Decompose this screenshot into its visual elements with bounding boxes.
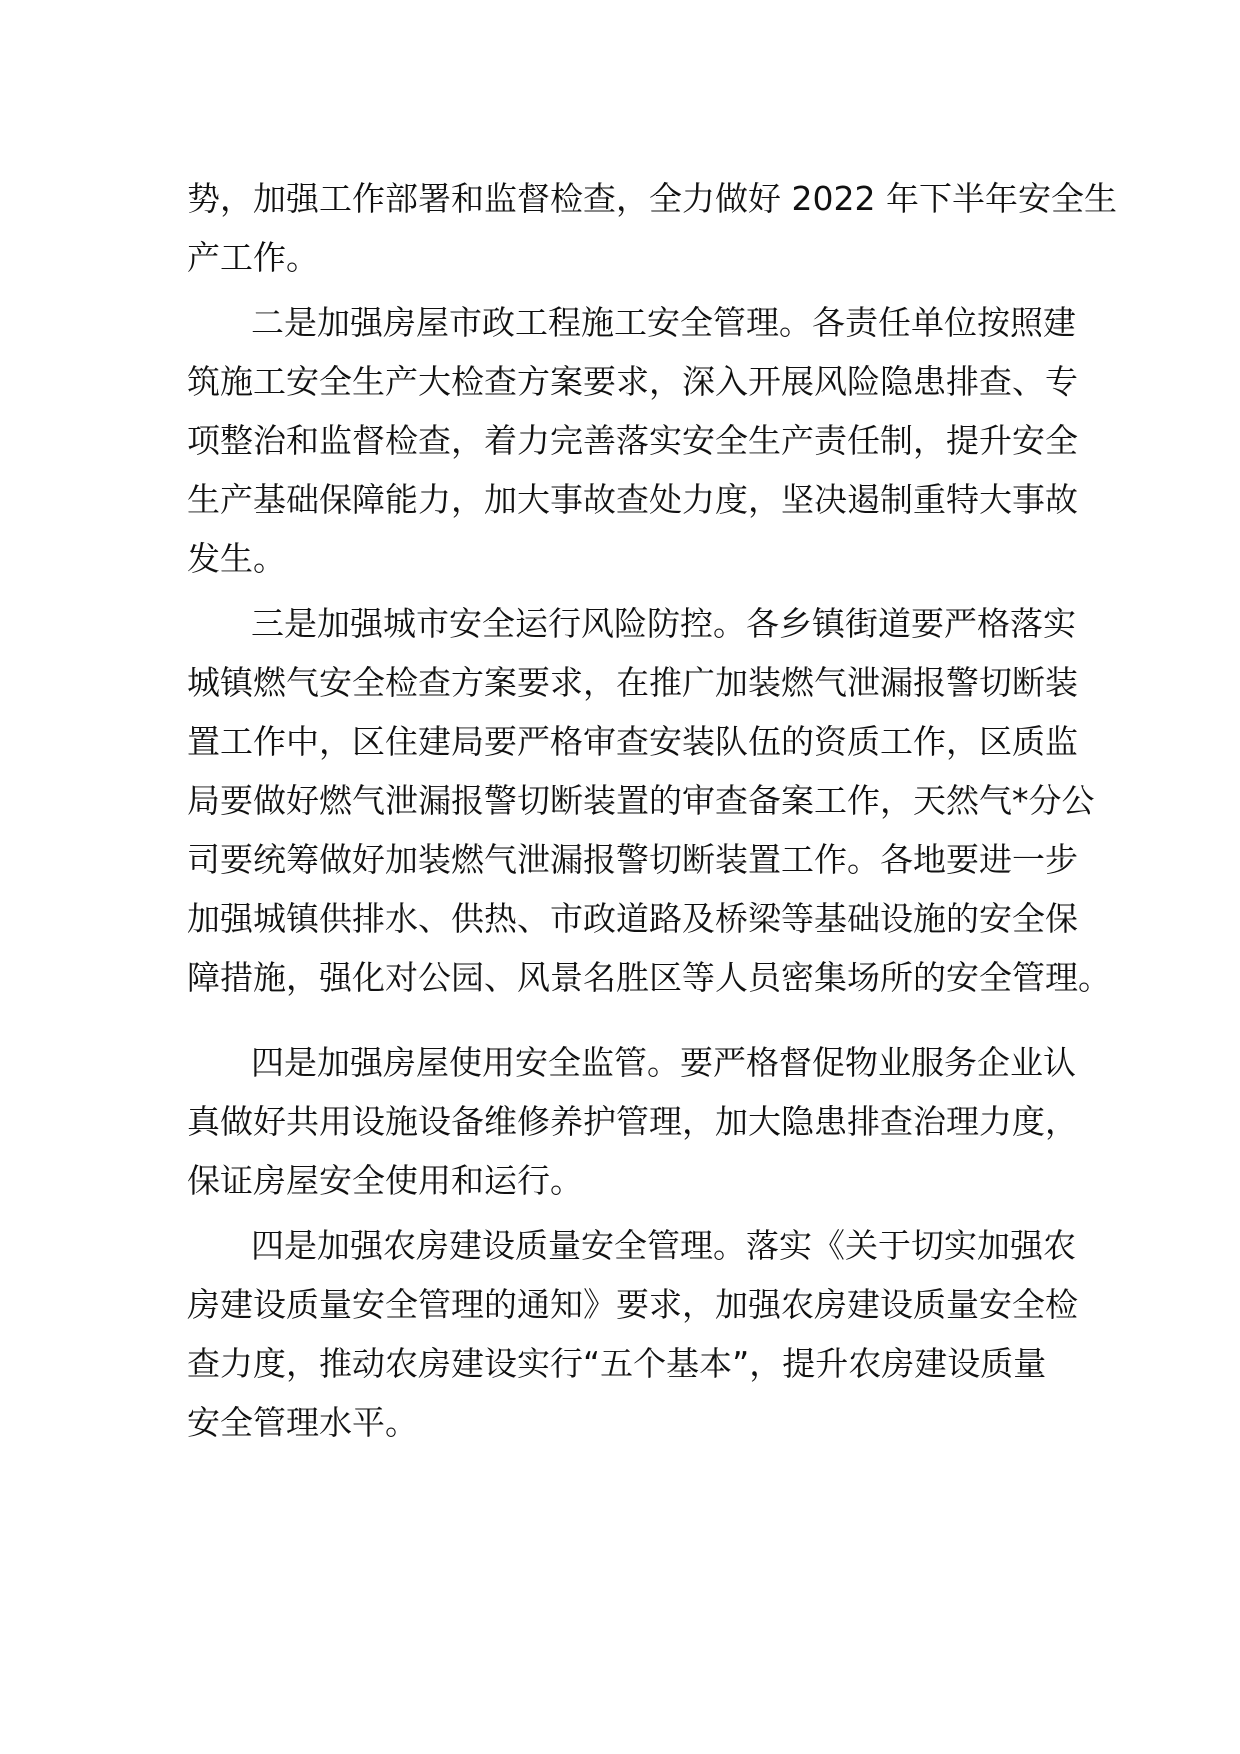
- paragraph-first-line: 三是加强城市安全运行风险防控。各乡镇街道要严格落实: [251, 604, 1076, 643]
- text-line: 保证房屋安全使用和运行。: [187, 1161, 583, 1200]
- text-line: 发生。: [187, 539, 286, 578]
- text-line: 查力度，推动农房建设实行“五个基本”，提升农房建设质量: [187, 1344, 1047, 1383]
- text-line: 障措施，强化对公园、风景名胜区等人员密集场所的安全管理。: [187, 958, 1111, 997]
- text-line: 司要统筹做好加装燃气泄漏报警切断装置工作。各地要进一步: [187, 840, 1078, 879]
- text-line: 产工作。: [187, 238, 319, 277]
- text-line: 项整治和监督检查，着力完善落实安全生产责任制，提升安全: [187, 421, 1078, 460]
- text-line: 真做好共用设施设备维修养护管理，加大隐患排查治理力度，: [187, 1102, 1078, 1141]
- text-line: 房建设质量安全管理的通知》要求，加强农房建设质量安全检: [187, 1285, 1078, 1324]
- text-line: 势，加强工作部署和监督检查，全力做好 2022 年下半年安全生: [187, 179, 1117, 218]
- text-line: 筑施工安全生产大检查方案要求，深入开展风险隐患排查、专: [187, 362, 1078, 401]
- text-line: 加强城镇供排水、供热、市政道路及桥梁等基础设施的安全保: [187, 899, 1078, 938]
- paragraph-first-line: 四是加强农房建设质量安全管理。落实《关于切实加强农: [251, 1226, 1076, 1265]
- paragraph-first-line: 二是加强房屋市政工程施工安全管理。各责任单位按照建: [251, 303, 1076, 342]
- text-line: 安全管理水平。: [187, 1403, 418, 1442]
- text-line: 生产基础保障能力，加大事故查处力度，坚决遏制重特大事故: [187, 480, 1078, 519]
- paragraph-first-line: 四是加强房屋使用安全监管。要严格督促物业服务企业认: [251, 1043, 1076, 1082]
- text-line: 局要做好燃气泄漏报警切断装置的审查备案工作，天然气*分公: [187, 781, 1095, 820]
- text-line: 置工作中，区住建局要严格审查安装队伍的资质工作，区质监: [187, 722, 1078, 761]
- text-line: 城镇燃气安全检查方案要求，在推广加装燃气泄漏报警切断装: [187, 663, 1078, 702]
